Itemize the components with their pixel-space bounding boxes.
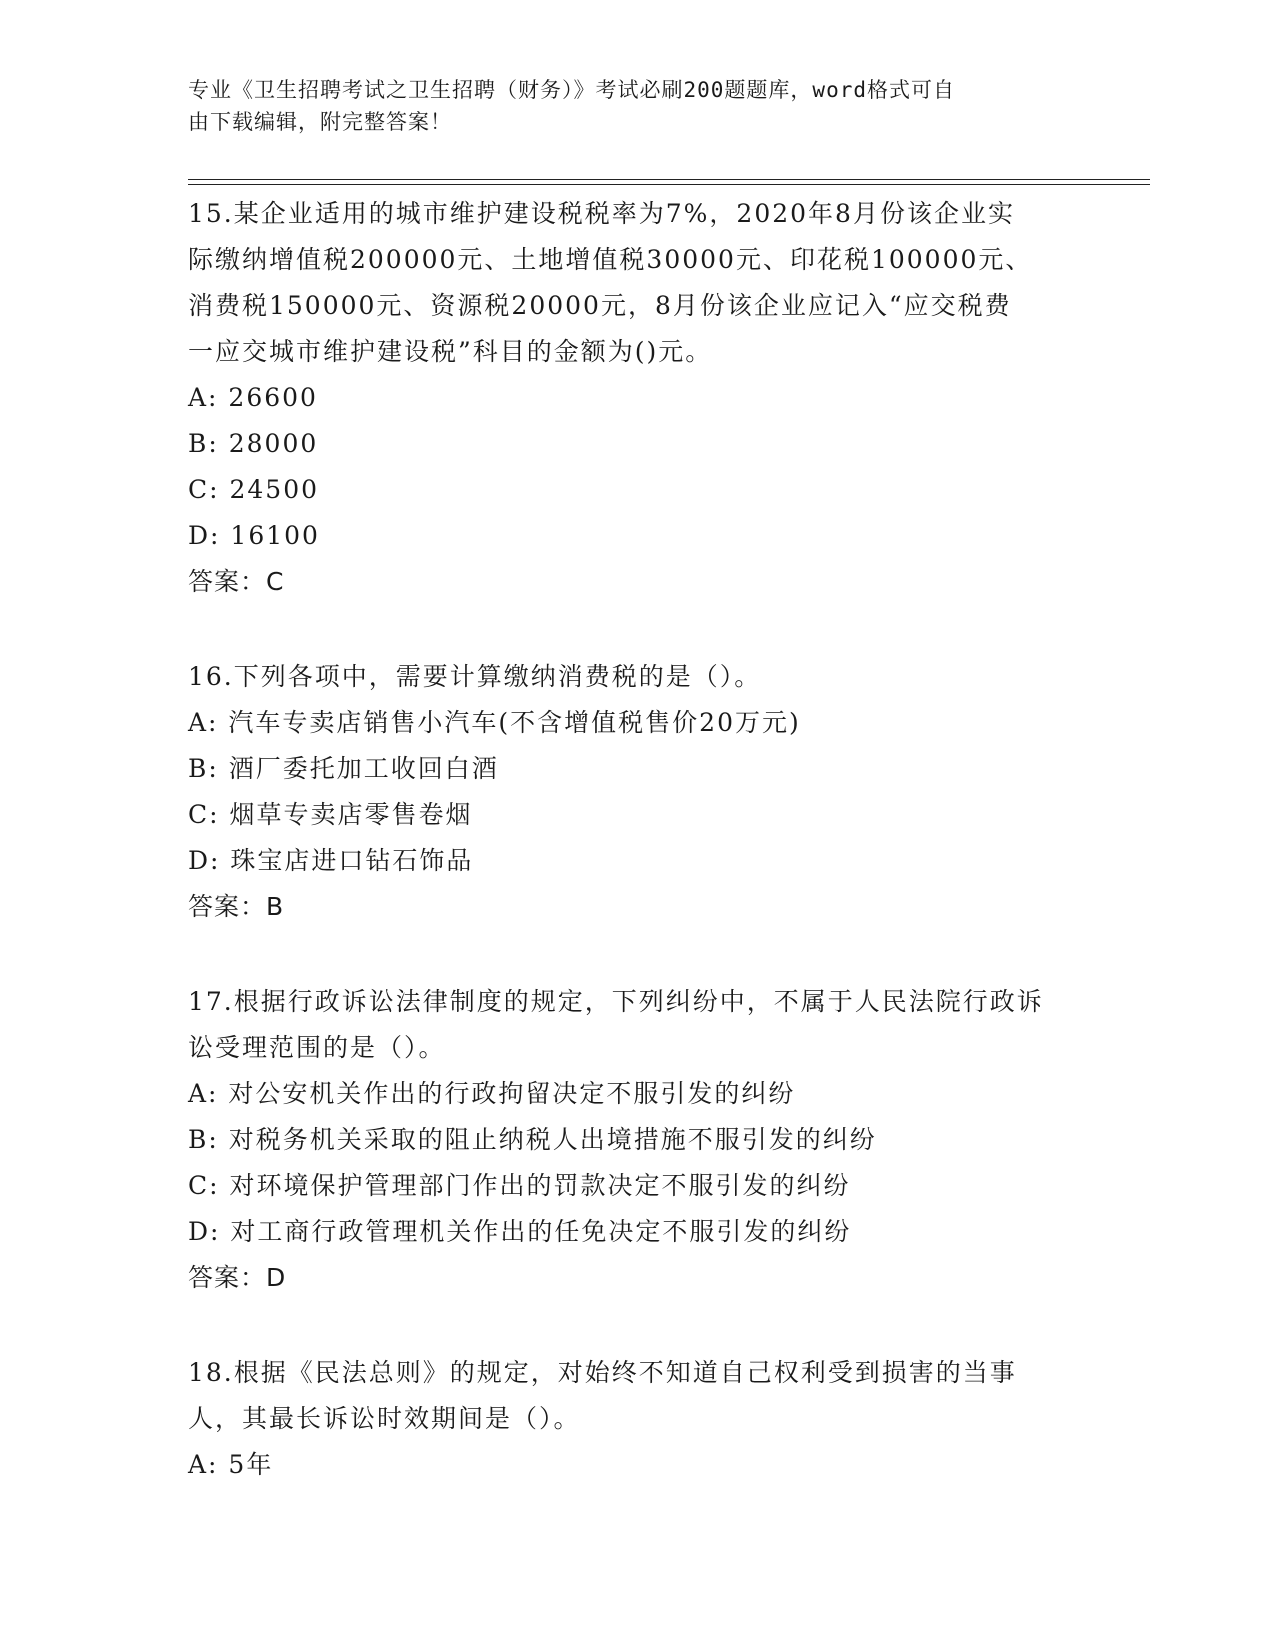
- document-header: [188, 74, 1068, 138]
- question-17: [188, 978, 1088, 1301]
- option-a: A: 26600: [188, 383, 318, 412]
- header-line-2: 由下载编辑，附完整答案！: [188, 110, 452, 134]
- question-15: [188, 190, 1088, 605]
- option-d: D: 16100: [188, 521, 320, 550]
- question-text: 16.下列各项中，需要计算缴纳消费税的是（）。: [188, 662, 762, 691]
- answer: 答案：B: [188, 892, 285, 921]
- option-a: A: 5年: [188, 1450, 274, 1479]
- option-b: B: 酒厂委托加工收回白酒: [188, 754, 499, 783]
- question-text: 17.根据行政诉讼法律制度的规定，下列纠纷中，不属于人民法院行政诉讼受理范围的是（）。: [188, 987, 1044, 1062]
- option-c: C: 24500: [188, 475, 320, 504]
- header-line-1: 专业《卫生招聘考试之卫生招聘（财务）》考试必刷200题题库，word格式可自: [188, 78, 955, 102]
- question-list: [188, 190, 1088, 1536]
- option-b: B: 28000: [188, 429, 319, 458]
- question-text: 15.某企业适用的城市维护建设税税率为7%，2020年8月份该企业实际缴纳增值税200000元、土地增值税30000元、印花税100000元、消费税150000元、资源税20000元，8月份该企业应记入“应交税费一应交城市维护建设税”科目的金额为()元。: [188, 199, 1033, 366]
- option-c: C: 烟草专卖店零售卷烟: [188, 800, 473, 829]
- question-text: 18.根据《民法总则》的规定，对始终不知道自己权利受到损害的当事人，其最长诉讼时效期间是（）。: [188, 1358, 1017, 1433]
- option-a: A: 对公安机关作出的行政拘留决定不服引发的纠纷: [188, 1079, 796, 1108]
- answer: 答案：C: [188, 567, 285, 596]
- option-d: D: 对工商行政管理机关作出的任免决定不服引发的纠纷: [188, 1217, 852, 1246]
- option-a: A: 汽车专卖店销售小汽车(不含增值税售价20万元): [188, 708, 801, 737]
- option-d: D: 珠宝店进口钻石饰品: [188, 846, 474, 875]
- question-18: [188, 1349, 1088, 1488]
- question-16: [188, 653, 1088, 930]
- header-divider-bottom: [188, 184, 1150, 185]
- header-divider-top: [188, 179, 1150, 180]
- answer: 答案：D: [188, 1263, 287, 1292]
- option-c: C: 对环境保护管理部门作出的罚款决定不服引发的纠纷: [188, 1171, 851, 1200]
- option-b: B: 对税务机关采取的阻止纳税人出境措施不服引发的纠纷: [188, 1125, 877, 1154]
